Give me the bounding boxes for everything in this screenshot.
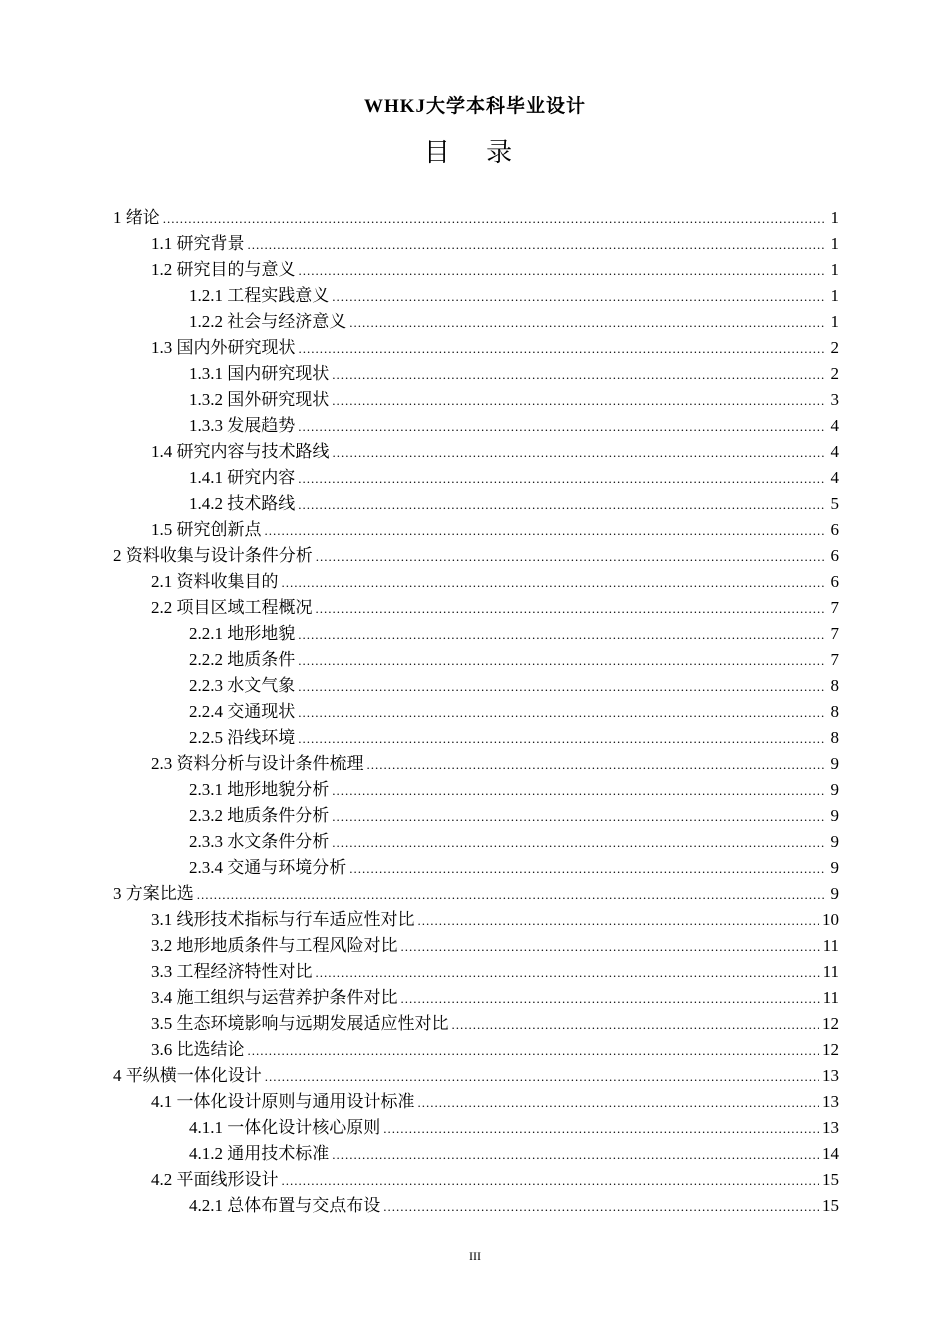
toc-entry-page: 8 bbox=[830, 702, 839, 721]
toc-entry[interactable] bbox=[113, 361, 839, 387]
toc-entry-label: 3.4 施工组织与运营养护条件对比 bbox=[151, 988, 398, 1007]
toc-entry-label: 4.2 平面线形设计 bbox=[151, 1170, 279, 1189]
toc-entry[interactable] bbox=[113, 751, 839, 777]
toc-entry-page: 1 bbox=[830, 286, 839, 305]
toc-entry-page: 9 bbox=[830, 832, 839, 851]
toc-entry[interactable] bbox=[113, 933, 839, 959]
toc-entry-label: 1.2.1 工程实践意义 bbox=[189, 286, 330, 305]
toc-entry-label: 2.3.2 地质条件分析 bbox=[189, 806, 330, 825]
toc-leader-dots bbox=[452, 1012, 820, 1038]
toc-entry-page: 13 bbox=[822, 1066, 839, 1085]
toc-entry[interactable] bbox=[113, 959, 839, 985]
toc-entry[interactable] bbox=[113, 283, 839, 309]
toc-entry-page: 4 bbox=[830, 416, 839, 435]
toc-entry-label: 1.3.3 发展趋势 bbox=[189, 416, 296, 435]
toc-entry[interactable] bbox=[113, 1193, 839, 1219]
page-title: 目 录 bbox=[423, 138, 527, 168]
toc-entry-page: 9 bbox=[830, 806, 839, 825]
toc-entry-label: 1.3.1 国内研究现状 bbox=[189, 364, 330, 383]
toc-leader-dots bbox=[163, 206, 826, 232]
toc-entry-label: 1 绪论 bbox=[113, 208, 160, 227]
toc-leader-dots bbox=[418, 1090, 820, 1116]
toc-entry[interactable] bbox=[113, 699, 839, 725]
toc-entry-page: 11 bbox=[822, 988, 839, 1007]
toc-entry-label: 2.2.4 交通现状 bbox=[189, 702, 296, 721]
toc-entry-page: 10 bbox=[822, 910, 839, 929]
toc-leader-dots bbox=[282, 570, 827, 596]
toc-entry-page: 3 bbox=[830, 390, 839, 409]
toc-leader-dots bbox=[265, 1064, 819, 1090]
toc-entry-label: 3 方案比选 bbox=[113, 884, 194, 903]
toc-entry-page: 9 bbox=[830, 858, 839, 877]
toc-entry-page: 9 bbox=[830, 884, 839, 903]
toc-leader-dots bbox=[316, 544, 826, 570]
toc-entry-label: 1.3.2 国外研究现状 bbox=[189, 390, 330, 409]
toc-leader-dots bbox=[298, 622, 826, 648]
toc-leader-dots bbox=[332, 804, 826, 830]
toc-entry[interactable] bbox=[113, 465, 839, 491]
toc-entry-page: 6 bbox=[830, 520, 839, 539]
toc-entry-label: 3.3 工程经济特性对比 bbox=[151, 962, 313, 981]
toc-leader-dots bbox=[298, 648, 826, 674]
toc-entry[interactable] bbox=[113, 205, 839, 231]
toc-entry-page: 15 bbox=[822, 1170, 839, 1189]
toc-leader-dots bbox=[248, 232, 827, 258]
toc-entry[interactable] bbox=[113, 569, 839, 595]
toc-entry-page: 1 bbox=[830, 208, 839, 227]
toc-leader-dots bbox=[332, 830, 826, 856]
toc-entry-label: 2.2.5 沿线环境 bbox=[189, 728, 296, 747]
toc-entry-label: 2.1 资料收集目的 bbox=[151, 572, 279, 591]
toc-leader-dots bbox=[401, 934, 820, 960]
toc-entry[interactable] bbox=[113, 595, 839, 621]
toc-leader-dots bbox=[418, 908, 820, 934]
toc-entry-label: 4.2.1 总体布置与交点布设 bbox=[189, 1196, 381, 1215]
toc-leader-dots bbox=[332, 284, 826, 310]
toc-entry-page: 7 bbox=[830, 624, 839, 643]
toc-entry[interactable] bbox=[113, 1089, 839, 1115]
toc-entry-label: 1.4.1 研究内容 bbox=[189, 468, 296, 487]
toc-entry-page: 2 bbox=[830, 364, 839, 383]
toc-entry[interactable] bbox=[113, 881, 839, 907]
toc-entry-page: 9 bbox=[830, 780, 839, 799]
toc-leader-dots bbox=[332, 778, 826, 804]
toc-entry-label: 2.2.2 地质条件 bbox=[189, 650, 296, 669]
toc-entry-page: 15 bbox=[822, 1196, 839, 1215]
toc-entry-label: 3.1 线形技术指标与行车适应性对比 bbox=[151, 910, 415, 929]
toc-entry-label: 1.5 研究创新点 bbox=[151, 520, 262, 539]
toc-entry-label: 2 资料收集与设计条件分析 bbox=[113, 546, 313, 565]
toc-entry-label: 2.2.3 水文气象 bbox=[189, 676, 296, 695]
toc-entry-label: 2.3.3 水文条件分析 bbox=[189, 832, 330, 851]
toc-entry[interactable] bbox=[113, 1011, 839, 1037]
toc-entry-page: 11 bbox=[822, 936, 839, 955]
toc-leader-dots bbox=[197, 882, 826, 908]
toc-entry[interactable] bbox=[113, 231, 839, 257]
toc-leader-dots bbox=[332, 362, 826, 388]
toc-entry-page: 4 bbox=[830, 442, 839, 461]
toc-entry-label: 4.1 一体化设计原则与通用设计标准 bbox=[151, 1092, 415, 1111]
toc-entry-label: 2.3 资料分析与设计条件梳理 bbox=[151, 754, 364, 773]
toc-entry-label: 1.2 研究目的与意义 bbox=[151, 260, 296, 279]
toc-entry-page: 9 bbox=[830, 754, 839, 773]
toc-entry[interactable] bbox=[113, 725, 839, 751]
toc-entry[interactable] bbox=[113, 907, 839, 933]
toc-entry[interactable] bbox=[113, 309, 839, 335]
toc-leader-dots bbox=[332, 1142, 819, 1168]
toc-leader-dots bbox=[298, 466, 826, 492]
toc-leader-dots bbox=[298, 414, 826, 440]
toc-entry-page: 13 bbox=[822, 1092, 839, 1111]
toc-leader-dots bbox=[298, 674, 826, 700]
toc-entry-label: 4.1.1 一体化设计核心原则 bbox=[189, 1118, 381, 1137]
table-of-contents bbox=[113, 205, 839, 1219]
page-number: III bbox=[469, 1249, 481, 1263]
toc-entry[interactable] bbox=[113, 1037, 839, 1063]
toc-entry[interactable] bbox=[113, 803, 839, 829]
toc-entry-label: 1.4 研究内容与技术路线 bbox=[151, 442, 330, 461]
toc-leader-dots bbox=[316, 596, 827, 622]
toc-entry-label: 3.2 地形地质条件与工程风险对比 bbox=[151, 936, 398, 955]
toc-entry-label: 1.4.2 技术路线 bbox=[189, 494, 296, 513]
toc-leader-dots bbox=[349, 310, 826, 336]
toc-entry-label: 2.3.4 交通与环境分析 bbox=[189, 858, 347, 877]
toc-entry-page: 1 bbox=[830, 312, 839, 331]
toc-entry-page: 2 bbox=[830, 338, 839, 357]
toc-entry-page: 14 bbox=[822, 1144, 839, 1163]
toc-leader-dots bbox=[316, 960, 820, 986]
toc-leader-dots bbox=[299, 258, 827, 284]
toc-entry[interactable] bbox=[113, 829, 839, 855]
toc-entry[interactable] bbox=[113, 491, 839, 517]
toc-leader-dots bbox=[367, 752, 827, 778]
toc-leader-dots bbox=[333, 440, 827, 466]
toc-entry[interactable] bbox=[113, 621, 839, 647]
toc-entry-label: 2.3.1 地形地貌分析 bbox=[189, 780, 330, 799]
toc-entry-page: 6 bbox=[830, 546, 839, 565]
toc-leader-dots bbox=[248, 1038, 820, 1064]
toc-leader-dots bbox=[298, 700, 826, 726]
toc-entry[interactable] bbox=[113, 1141, 839, 1167]
toc-entry[interactable] bbox=[113, 1167, 839, 1193]
toc-leader-dots bbox=[298, 492, 826, 518]
toc-leader-dots bbox=[349, 856, 826, 882]
page-header: WHKJ大学本科毕业设计 bbox=[363, 96, 587, 117]
toc-entry-label: 1.3 国内外研究现状 bbox=[151, 338, 296, 357]
toc-entry-page: 8 bbox=[830, 728, 839, 747]
toc-entry-label: 3.5 生态环境影响与远期发展适应性对比 bbox=[151, 1014, 449, 1033]
toc-entry[interactable] bbox=[113, 673, 839, 699]
toc-entry-label: 1.1 研究背景 bbox=[151, 234, 245, 253]
toc-entry[interactable] bbox=[113, 543, 839, 569]
toc-entry-label: 2.2 项目区域工程概况 bbox=[151, 598, 313, 617]
toc-entry-page: 8 bbox=[830, 676, 839, 695]
toc-entry-label: 3.6 比选结论 bbox=[151, 1040, 245, 1059]
toc-entry[interactable] bbox=[113, 387, 839, 413]
toc-leader-dots bbox=[383, 1194, 819, 1220]
toc-leader-dots bbox=[299, 336, 827, 362]
toc-entry-page: 6 bbox=[830, 572, 839, 591]
toc-leader-dots bbox=[282, 1168, 820, 1194]
toc-entry-label: 4.1.2 通用技术标准 bbox=[189, 1144, 330, 1163]
toc-entry-label: 1.2.2 社会与经济意义 bbox=[189, 312, 347, 331]
toc-leader-dots bbox=[332, 388, 826, 414]
toc-entry[interactable] bbox=[113, 517, 839, 543]
toc-leader-dots bbox=[401, 986, 820, 1012]
toc-leader-dots bbox=[265, 518, 827, 544]
toc-leader-dots bbox=[298, 726, 826, 752]
toc-entry[interactable] bbox=[113, 1063, 839, 1089]
toc-entry[interactable] bbox=[113, 855, 839, 881]
toc-entry-label: 4 平纵横一体化设计 bbox=[113, 1066, 262, 1085]
toc-leader-dots bbox=[383, 1116, 819, 1142]
toc-entry[interactable] bbox=[113, 413, 839, 439]
toc-entry-page: 4 bbox=[830, 468, 839, 487]
toc-entry[interactable] bbox=[113, 335, 839, 361]
toc-entry-page: 12 bbox=[822, 1014, 839, 1033]
toc-entry-page: 7 bbox=[830, 650, 839, 669]
toc-entry-label: 2.2.1 地形地貌 bbox=[189, 624, 296, 643]
toc-entry-page: 7 bbox=[830, 598, 839, 617]
toc-entry[interactable] bbox=[113, 257, 839, 283]
toc-entry[interactable] bbox=[113, 1115, 839, 1141]
toc-entry-page: 5 bbox=[830, 494, 839, 513]
toc-entry-page: 1 bbox=[830, 260, 839, 279]
toc-entry[interactable] bbox=[113, 777, 839, 803]
toc-entry[interactable] bbox=[113, 439, 839, 465]
toc-entry[interactable] bbox=[113, 985, 839, 1011]
toc-entry-page: 11 bbox=[822, 962, 839, 981]
toc-entry[interactable] bbox=[113, 647, 839, 673]
toc-entry-page: 12 bbox=[822, 1040, 839, 1059]
toc-entry-page: 1 bbox=[830, 234, 839, 253]
toc-entry-page: 13 bbox=[822, 1118, 839, 1137]
